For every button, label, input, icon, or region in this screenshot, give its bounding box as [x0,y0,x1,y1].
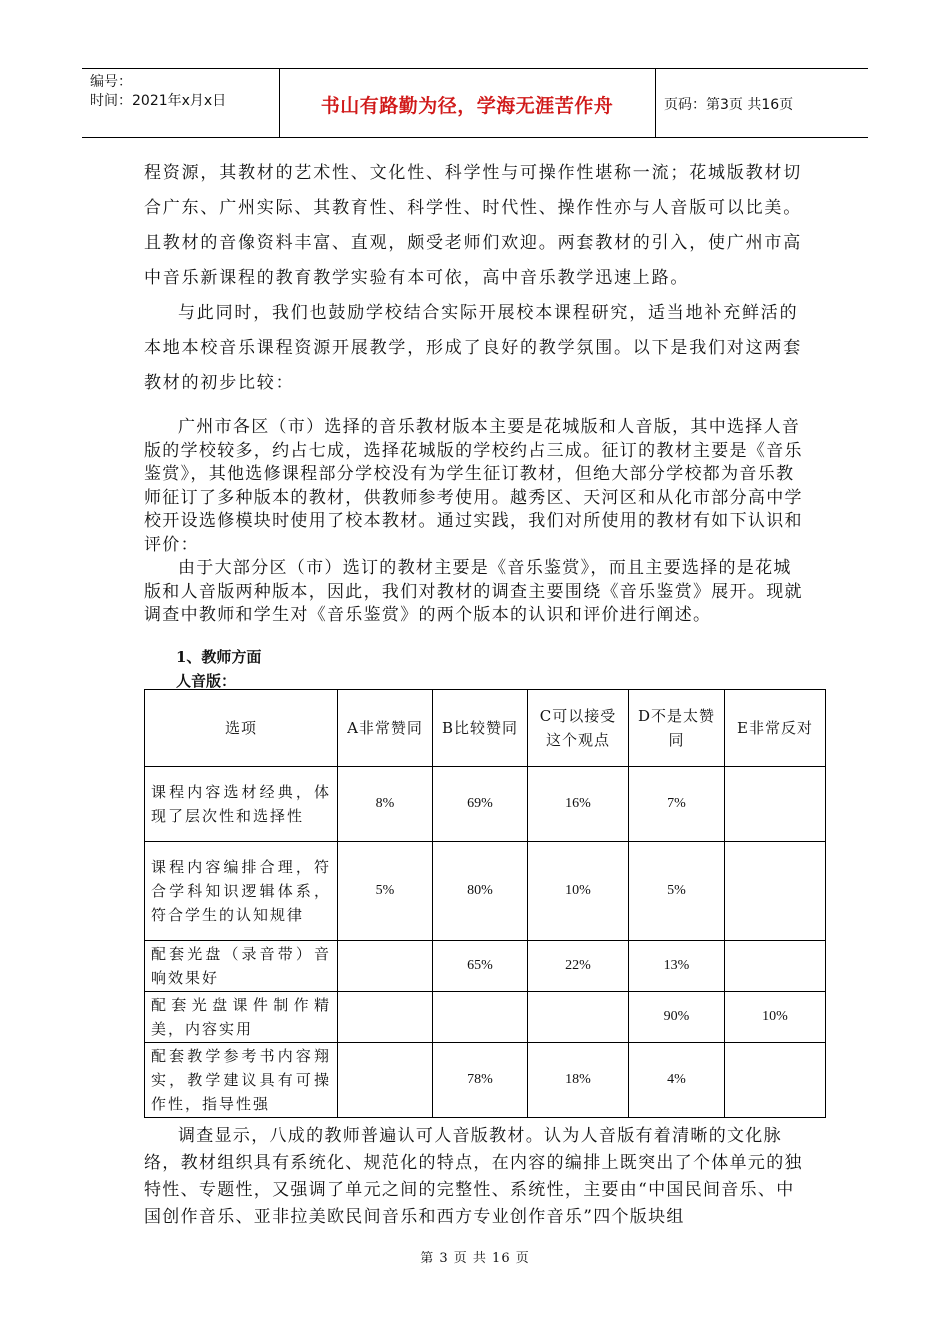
row-item: 配套教学参考书内容翔实，教学建议具有可操作性，指导性强 [145,1043,338,1118]
cell-a [338,992,433,1043]
header-number-label: 编号： [90,74,132,90]
header-divider [655,69,656,137]
cell-a [338,941,433,992]
cell-e [725,842,826,941]
row-item: 课程内容编排合理，符合学科知识逻辑体系，符合学生的认知规律 [145,842,338,941]
paragraph: 程资源，其教材的艺术性、文化性、科学性与可操作性堪称一流；花城版教材切合广东、广州实际、其教育性、科学性、时代性、操作性亦与人音版可以比美。且教材的音像资料丰富、直观，颇受老师们欢迎。两套教材的引入，使广州市高中音乐新课程的教育教学实验有本可依，高中音乐教学迅速上路。 [144,163,802,288]
table-row [145,842,826,941]
cell-e: 10% [725,992,826,1043]
cell-a: 5% [338,842,433,941]
cell-d: 7% [629,767,725,842]
survey-intro-section [144,416,809,628]
column-header: B比较赞同 [433,690,528,767]
cell-b: 80% [433,842,528,941]
page-header [82,68,868,138]
header-meta [90,73,226,111]
section-heading: 1、教师方面 [176,648,262,666]
cell-b: 65% [433,941,528,992]
cell-b: 69% [433,767,528,842]
row-item: 配套光盘（录音带）音响效果好 [145,941,338,992]
column-header: D不是太赞同 [629,690,725,767]
findings-section [144,1123,809,1231]
cell-d: 4% [629,1043,725,1118]
header-page-info: 页码：第3页 共16页 [664,97,794,113]
table-row [145,1043,826,1118]
cell-a: 8% [338,767,433,842]
column-header: 选项 [145,690,338,767]
cell-b [433,992,528,1043]
column-header: E非常反对 [725,690,826,767]
header-time-label: 时间：2021年x月x日 [90,93,227,109]
page-footer: 第 3 页 共 16 页 [420,1251,530,1266]
cell-c: 16% [528,767,629,842]
paragraph: 广州市各区（市）选择的音乐教材版本主要是花城版和人音版，其中选择人音版的学校较多，约占七成，选择花城版的学校约占三成。征订的教材主要是《音乐鉴赏》，其他选修课程部分学校没有为学生征订教材，但绝大部分学校都为音乐教师征订了多种版本的教材，供教师参考使用。越秀区、天河区和从化市部分高中学校开设选修模块时使用了校本教材。通过实践，我们对所使用的教材有如下认识和评价： [144,417,803,555]
intro-section [144,156,809,401]
column-header: C可以接受这个观点 [528,690,629,767]
cell-c [528,992,629,1043]
cell-e [725,941,826,992]
column-header: A非常赞同 [338,690,433,767]
cell-c: 18% [528,1043,629,1118]
cell-d: 13% [629,941,725,992]
cell-e [725,767,826,842]
table-row [145,767,826,842]
table-row [145,941,826,992]
paragraph: 与此同时，我们也鼓励学校结合实际开展校本课程研究，适当地补充鲜活的本地本校音乐课程资源开展教学，形成了良好的教学氛围。以下是我们对这两套教材的初步比较： [144,303,802,393]
cell-d: 5% [629,842,725,941]
cell-d: 90% [629,992,725,1043]
subsection-heading: 人音版： [176,672,237,690]
table-row [145,992,826,1043]
row-item: 配套光盘课件制作精美，内容实用 [145,992,338,1043]
cell-c: 10% [528,842,629,941]
header-motto: 书山有路勤为径，学海无涯苦作舟 [320,95,614,117]
paragraph: 由于大部分区（市）选订的教材主要是《音乐鉴赏》，而且主要选择的是花城版和人音版两种版本，因此，我们对教材的调查主要围绕《音乐鉴赏》展开。现就调查中教师和学生对《音乐鉴赏》的两个版本的认识和评价进行阐述。 [144,558,803,625]
cell-b: 78% [433,1043,528,1118]
survey-table [144,689,826,1118]
row-item: 课程内容选材经典，体现了层次性和选择性 [145,767,338,842]
cell-c: 22% [528,941,629,992]
cell-a [338,1043,433,1118]
table-header-row [145,690,826,767]
cell-e [725,1043,826,1118]
paragraph: 调查显示，八成的教师普遍认可人音版教材。认为人音版有着清晰的文化脉络，教材组织具有系统化、规范化的特点，在内容的编排上既突出了个体单元的独特性、专题性，又强调了单元之间的完整性、系统性，主要由“中国民间音乐、中国创作音乐、亚非拉美欧民间音乐和西方专业创作音乐”四个版块组 [144,1126,803,1227]
